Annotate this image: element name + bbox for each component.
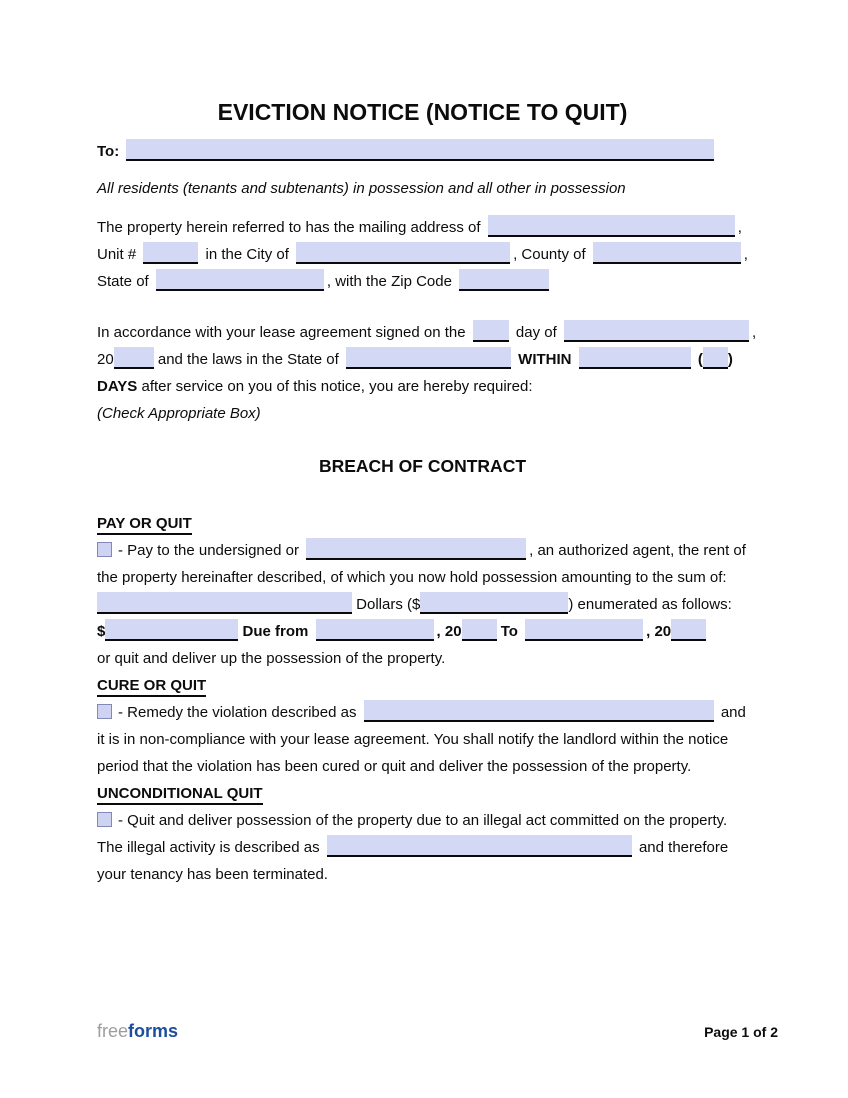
pay-or-quit-line-3 <box>97 591 748 618</box>
recipient-field[interactable] <box>126 139 714 161</box>
pay-text: , 20 <box>436 623 462 640</box>
cure-or-quit-line-3: period that the violation has been cured or quit and deliver the possession of the property. <box>97 758 692 775</box>
unit-field[interactable] <box>143 242 198 264</box>
mailing-address-field[interactable] <box>488 215 735 237</box>
due-to-year-field[interactable] <box>671 619 706 641</box>
pay-text: Dollars ($ <box>356 596 421 613</box>
pay-or-quit-line-2: the property hereinafter described, of which you now hold possession amounting to the sum of: <box>97 569 727 586</box>
pay-text: , an authorized agent, the rent of <box>529 542 746 559</box>
brand-free-text: free <box>97 1021 129 1041</box>
due-from-label: Due from <box>242 623 309 640</box>
property-line-1 <box>97 214 748 241</box>
city-field[interactable] <box>296 242 510 264</box>
pay-or-quit-line-5: or quit and deliver up the possession of the property. <box>97 650 446 667</box>
cure-or-quit-line-2: it is in non-compliance with your lease agreement. You shall notify the landlord within the notice <box>97 731 729 748</box>
lease-year-field[interactable] <box>114 347 154 369</box>
lease-paragraph <box>97 319 757 427</box>
illegal-activity-field[interactable] <box>327 835 632 857</box>
pay-text: ) enumerated as follows: <box>568 596 732 613</box>
state-field[interactable] <box>156 269 324 291</box>
lease-text: 20 <box>97 351 114 368</box>
cure-or-quit-heading-text: CURE OR QUIT <box>97 676 206 697</box>
pay-or-quit-line-4 <box>97 618 748 645</box>
pay-text: , 20 <box>646 623 672 640</box>
agent-name-field[interactable] <box>306 538 526 560</box>
property-text: The property herein referred to has the mailing address of <box>97 219 481 236</box>
days-label: DAYS <box>97 378 138 395</box>
breach-of-contract-heading: BREACH OF CONTRACT <box>318 456 527 476</box>
property-line-3 <box>97 268 748 295</box>
zip-field[interactable] <box>459 269 549 291</box>
unconditional-quit-line-3: your tenancy has been terminated. <box>97 866 328 883</box>
cure-or-quit-line-1 <box>97 699 748 726</box>
due-from-year-field[interactable] <box>462 619 497 641</box>
rent-amount-field[interactable] <box>105 619 238 641</box>
lease-text: and the laws in the State of <box>157 351 339 368</box>
pay-or-quit-checkbox[interactable] <box>97 542 112 557</box>
within-label: WITHIN <box>518 351 572 368</box>
property-text: , <box>743 246 748 263</box>
lease-text: In accordance with your lease agreement signed on the <box>97 324 466 341</box>
within-days-number-field[interactable] <box>703 347 728 369</box>
violation-description-field[interactable] <box>364 700 714 722</box>
property-text: , <box>737 219 742 236</box>
within-days-words-field[interactable] <box>579 347 691 369</box>
amount-number-field[interactable] <box>420 592 568 614</box>
lease-line-2 <box>97 346 748 373</box>
cure-text: and <box>720 704 746 721</box>
unconditional-text: and therefore <box>638 839 729 856</box>
cure-or-quit-checkbox[interactable] <box>97 704 112 719</box>
cure-text: - Remedy the violation described as <box>118 704 357 721</box>
paren-close: ) <box>727 351 733 368</box>
lease-text: after service on you of this notice, you are hereby required: <box>141 378 533 395</box>
due-to-date-field[interactable] <box>525 619 643 641</box>
property-paragraph <box>97 214 748 295</box>
property-text: , with the Zip Code <box>326 273 452 290</box>
due-from-date-field[interactable] <box>316 619 434 641</box>
pay-or-quit-heading <box>97 510 748 537</box>
unconditional-quit-checkbox[interactable] <box>97 812 112 827</box>
lease-text: , <box>751 324 757 341</box>
cure-or-quit-heading <box>97 672 748 699</box>
unconditional-quit-line-1 <box>97 807 748 834</box>
page-title: EVICTION NOTICE (NOTICE TO QUIT) <box>217 99 628 125</box>
unconditional-quit-heading <box>97 780 748 807</box>
property-text: in the City of <box>205 246 289 263</box>
unconditional-text: The illegal activity is described as <box>97 839 320 856</box>
lease-text: day of <box>515 324 557 341</box>
county-field[interactable] <box>593 242 741 264</box>
dollar-sign: $ <box>97 623 106 640</box>
property-text: State of <box>97 273 149 290</box>
to-line <box>97 138 748 165</box>
pay-text: - Pay to the undersigned or <box>118 542 299 559</box>
freeforms-logo <box>97 1021 178 1042</box>
lease-day-field[interactable] <box>473 320 509 342</box>
property-line-2 <box>97 241 748 268</box>
unconditional-text: - Quit and deliver possession of the property due to an illegal act committed on the property. <box>118 812 728 829</box>
unconditional-quit-line-2 <box>97 834 748 861</box>
lease-line-3 <box>97 373 748 400</box>
to-label: To <box>500 623 518 640</box>
residents-note: All residents (tenants and subtenants) in possession and all other in possession <box>97 180 626 197</box>
brand-forms-text: forms <box>128 1021 179 1041</box>
amount-words-field[interactable] <box>97 592 352 614</box>
unconditional-quit-heading-text: UNCONDITIONAL QUIT <box>97 784 263 805</box>
property-text: , County of <box>513 246 586 263</box>
pay-or-quit-line-1 <box>97 537 748 564</box>
paren-open: ( <box>697 351 703 368</box>
to-label: To: <box>97 143 120 160</box>
page-footer <box>97 1021 778 1042</box>
lease-month-field[interactable] <box>564 320 749 342</box>
pay-or-quit-heading-text: PAY OR QUIT <box>97 514 192 535</box>
lease-line-1 <box>97 319 757 346</box>
page-number-label: Page 1 of 2 <box>704 1024 778 1040</box>
law-state-field[interactable] <box>346 347 511 369</box>
property-text: Unit # <box>97 246 137 263</box>
check-box-instruction: (Check Appropriate Box) <box>97 405 261 422</box>
